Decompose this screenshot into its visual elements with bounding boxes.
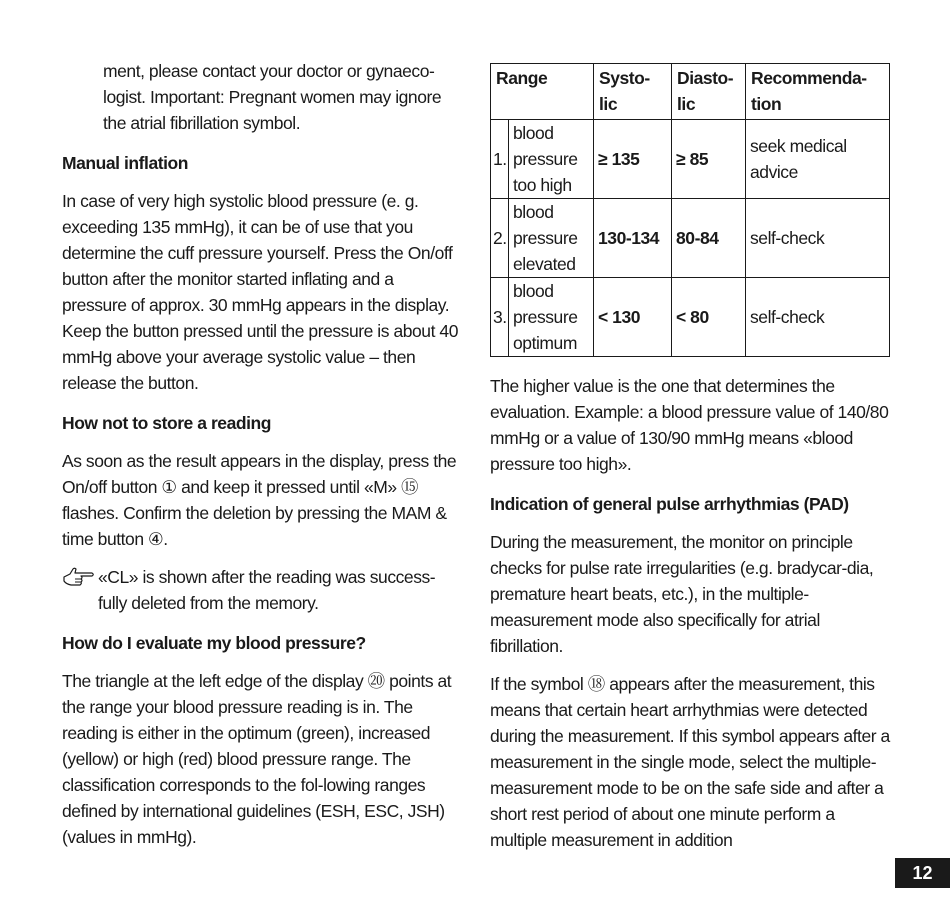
evaluate-paragraph: The triangle at the left edge of the display ⑳ points at the range your blood pressure reading is in. The reading is either in the optimum (green), increased (yellow) or high (red) blood pressure range. The classification corresponds to the fol-lowing ranges defined by international guidelines (ESH, ESC, JSH) (values in mmHg).	[62, 671, 452, 847]
pad-heading: Indication of general pulse arrhythmias (PAD)	[490, 494, 849, 514]
row-number: 1.	[491, 120, 509, 199]
row-number: 2.	[491, 199, 509, 278]
row-label: blood pressure elevated	[509, 199, 594, 278]
table-row	[491, 120, 890, 199]
page-number: 12	[895, 858, 950, 888]
row-systolic: ≥ 135	[594, 120, 672, 199]
higher-value-paragraph: The higher value is the one that determines the evaluation. Example: a blood pressure value of 140/80 mmHg or a value of 130/90 mmHg means «blood pressure too high».	[490, 376, 889, 474]
row-systolic: < 130	[594, 278, 672, 357]
intro-paragraph: ment, please contact your doctor or gynaeco-logist. Important: Pregnant women may ignore the atrial fibrillation symbol.	[103, 61, 442, 133]
store-reading-paragraph: As soon as the result appears in the display, press the On/off button ① and keep it pressed until «M» ⑮ flashes. Confirm the deletion by pressing the MAM & time button ④.	[62, 451, 457, 549]
manual-inflation-heading: Manual inflation	[62, 153, 188, 173]
row-recommendation: seek medical advice	[746, 120, 890, 199]
header-diastolic: Diasto-lic	[672, 64, 746, 120]
row-recommendation: self-check	[746, 199, 890, 278]
right-column	[490, 58, 892, 853]
table-row	[491, 199, 890, 278]
row-number: 3.	[491, 278, 509, 357]
left-column	[62, 58, 462, 850]
table-header-row	[491, 64, 890, 120]
row-label: blood pressure optimum	[509, 278, 594, 357]
evaluate-heading: How do I evaluate my blood pressure?	[62, 633, 366, 653]
header-systolic: Systo-lic	[594, 64, 672, 120]
row-systolic: 130-134	[594, 199, 672, 278]
row-diastolic: ≥ 85	[672, 120, 746, 199]
symbol-paragraph: If the symbol ⑱ appears after the measurement, this means that certain heart arrhythmias were detected during the measurement. If this symbol appears after a measurement in the single mode, select the multiple-measurement mode to be on the safe side and after a short rest period of about one minute perform a multiple measurement in addition	[490, 674, 890, 850]
row-diastolic: < 80	[672, 278, 746, 357]
row-diastolic: 80-84	[672, 199, 746, 278]
note-block	[62, 564, 462, 616]
store-reading-heading: How not to store a reading	[62, 413, 272, 433]
row-label: blood pressure too high	[509, 120, 594, 199]
blood-pressure-table	[490, 63, 890, 357]
pointing-hand-icon	[62, 564, 96, 590]
row-recommendation: self-check	[746, 278, 890, 357]
header-recommendation: Recommenda-tion	[746, 64, 890, 120]
note-text: «CL» is shown after the reading was success-fully deleted from the memory.	[98, 567, 436, 613]
table-row	[491, 278, 890, 357]
pad-paragraph: During the measurement, the monitor on principle checks for pulse rate irregularities (e.g. bradycar-dia, premature heart beats, etc.), in the multiple-measurement mode also specifically for atrial fibrillation.	[490, 532, 874, 656]
header-range: Range	[491, 64, 594, 120]
manual-inflation-paragraph: In case of very high systolic blood pressure (e. g. exceeding 135 mmHg), it can be of use that you determine the cuff pressure yourself. Press the On/off button after the monitor started inflating and a pressure of approx. 30 mmHg appears in the display. Keep the button pressed until the pressure is about 40 mmHg above your average systolic value – then release the button.	[62, 191, 458, 393]
